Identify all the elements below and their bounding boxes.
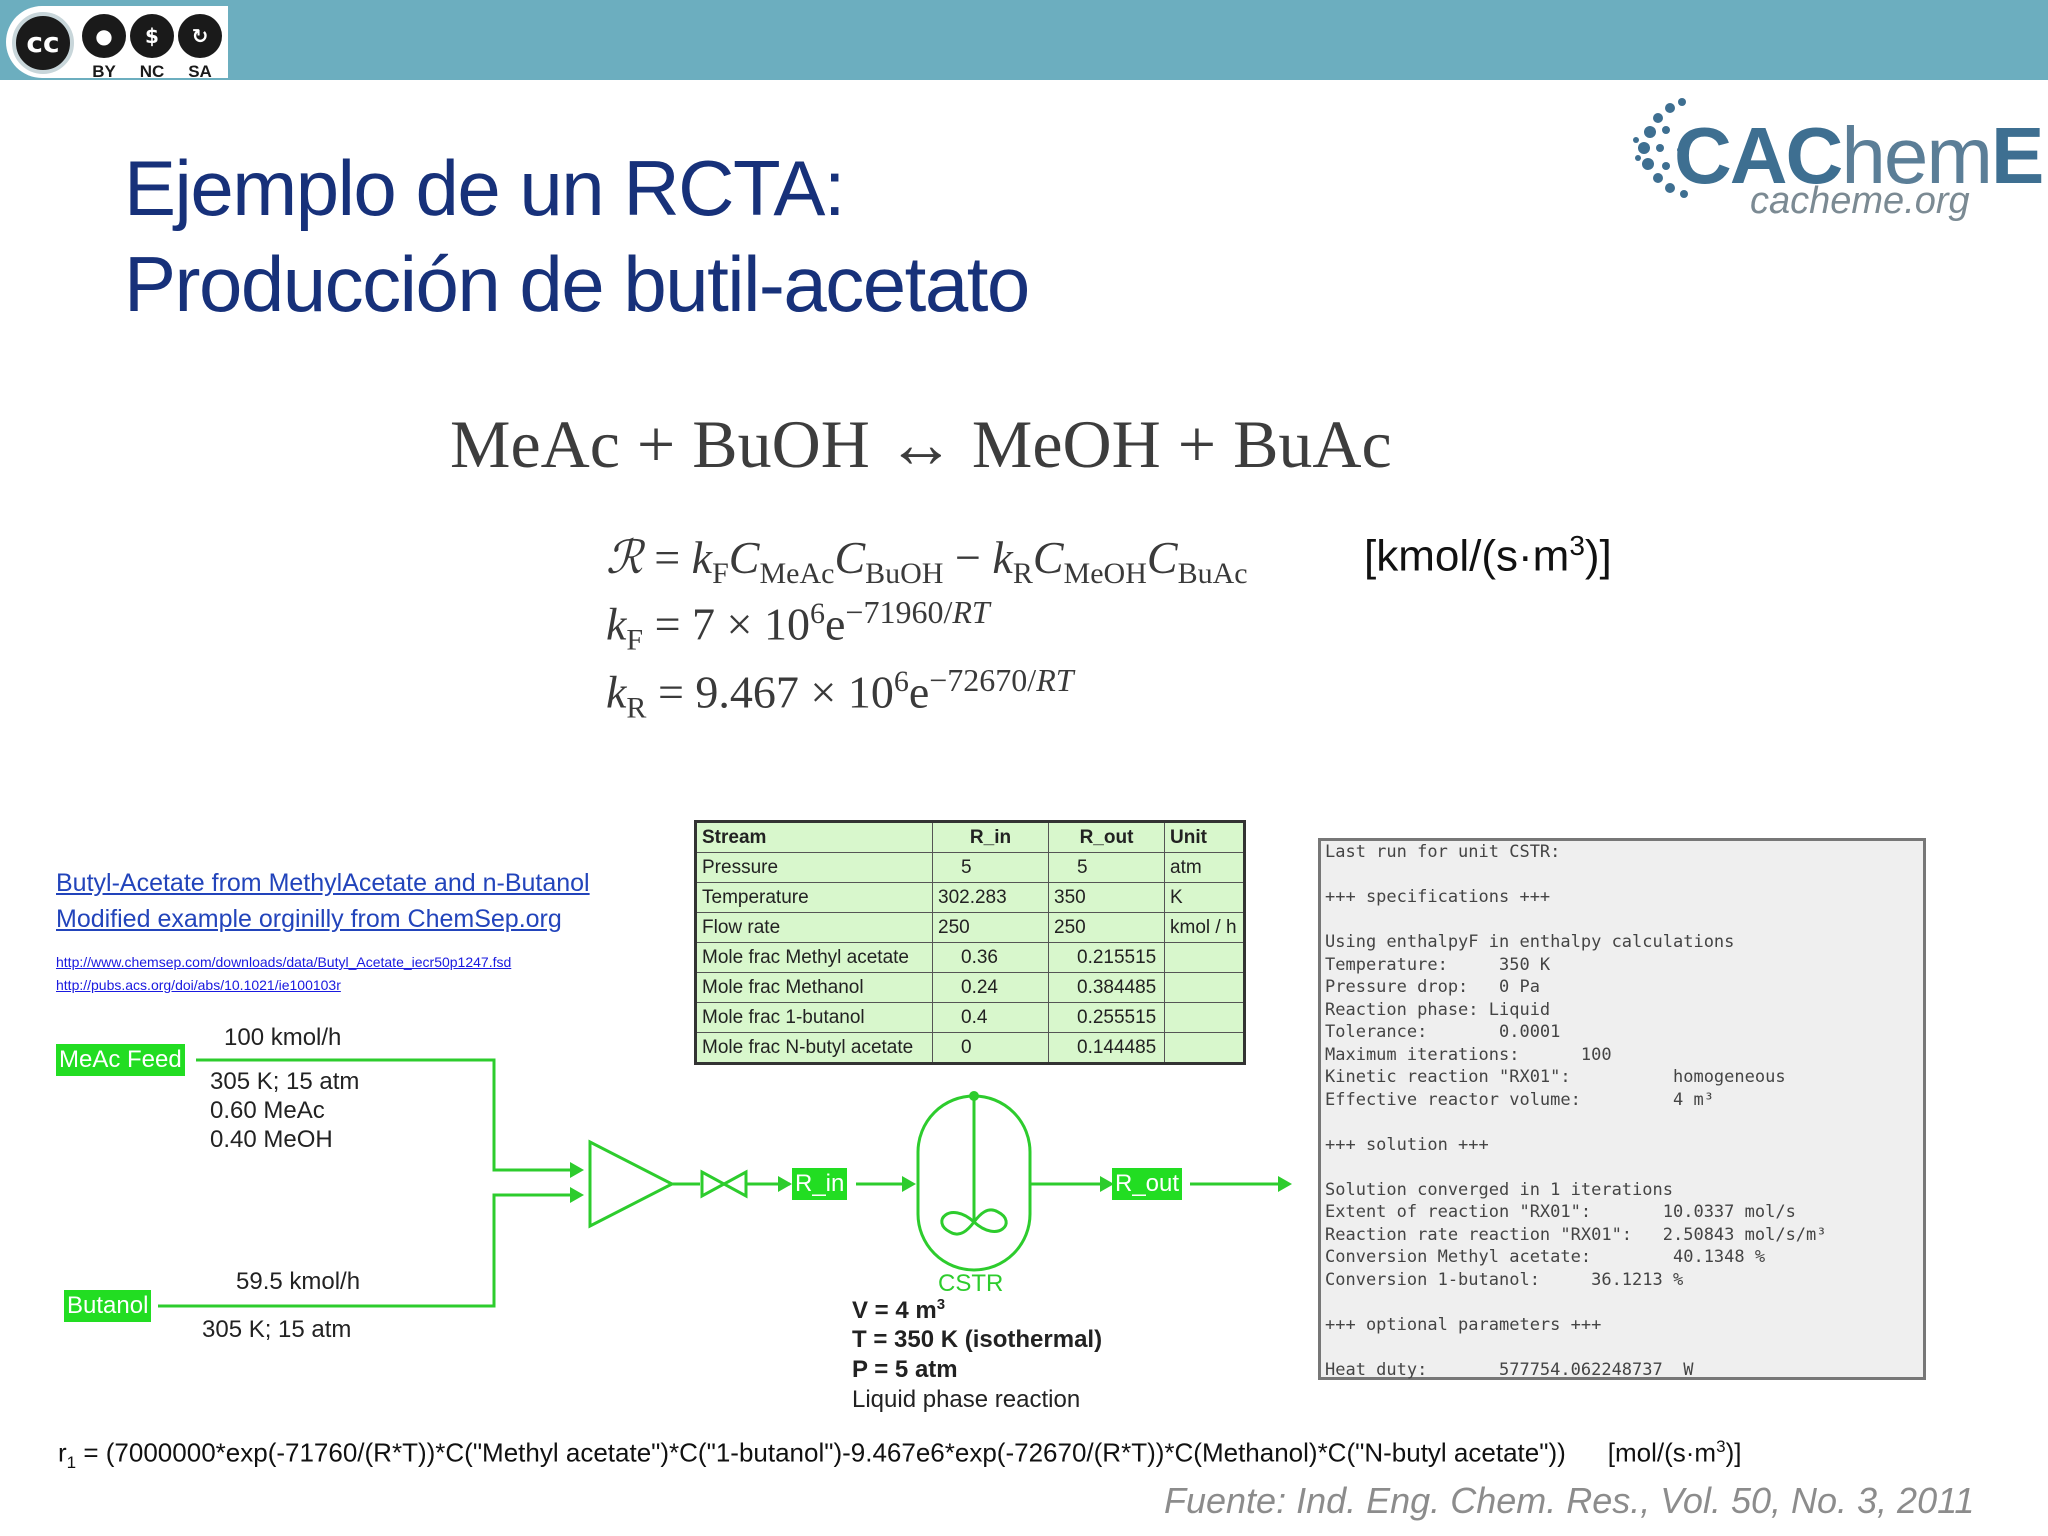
- console-line: +++ optional parameters +++: [1325, 1314, 1602, 1335]
- table-cell: 0.36: [933, 943, 1049, 973]
- console-line: Effective reactor volume: 4 m³: [1325, 1089, 1714, 1110]
- reactor-phase: Liquid phase reaction: [852, 1386, 1081, 1413]
- title-line-1: Ejemplo de un RCTA:: [124, 144, 845, 232]
- console-line: Conversion 1-butanol: 36.1213 %: [1325, 1269, 1684, 1290]
- title-line-2: Producción de butil-acetato: [124, 240, 1029, 328]
- example-origin-link[interactable]: Modified example orginilly from ChemSep.org: [56, 905, 562, 933]
- meac-feed-composition-1: 0.60 MeAc: [210, 1097, 325, 1124]
- rate-expression: $r_1$ = (7000000*exp(-71760/(R*T))*C("Methyl acetate")*C("1-butanol")-9.467e6*exp(-72670/(R*T))*C(Methanol)*C("N-butyl acetate")) $[mol/(s\cdot m^3)]$: [58, 1437, 1742, 1472]
- arrow-icon: [570, 1187, 584, 1203]
- console-line: Maximum iterations: 100: [1325, 1044, 1612, 1065]
- console-line: Conversion Methyl acetate: 40.1348 %: [1325, 1247, 1766, 1267]
- cstr-label[interactable]: CSTR: [938, 1270, 1004, 1297]
- console-line: Heat duty: 577754.062248737 W: [1325, 1359, 1694, 1380]
- meac-feed-label[interactable]: MeAc Feed: [56, 1044, 185, 1076]
- butanol-feed-flow: 59.5 kmol/h: [236, 1268, 361, 1295]
- table-cell: 0.215515: [1049, 943, 1165, 973]
- table-cell: kmol / h: [1165, 913, 1245, 943]
- console-line: Extent of reaction "RX01": 10.0337 mol/s: [1325, 1202, 1796, 1222]
- reaction-reactants: MeAc + BuOH: [450, 406, 870, 482]
- console-line: +++ specifications +++: [1325, 887, 1551, 907]
- sharealike-icon: ↻: [178, 14, 222, 58]
- table-cell: 0.384485: [1049, 973, 1165, 1003]
- acs-url-link[interactable]: http://pubs.acs.org/doi/abs/10.1021/ie100103r: [56, 977, 341, 993]
- reactor-volume: V = 4 $m^3$: [852, 1296, 946, 1324]
- noncommercial-icon: $: [130, 14, 174, 58]
- table-cell: Mole frac Methanol: [696, 973, 933, 1003]
- table-cell: 0.4: [933, 1003, 1049, 1033]
- license-sa-label: SA: [188, 62, 212, 81]
- arrow-icon: [570, 1162, 584, 1178]
- table-cell: 5: [1049, 853, 1165, 883]
- console-line: Pressure drop: 0 Pa: [1325, 977, 1540, 997]
- license-nc-label: NC: [139, 62, 165, 81]
- table-cell: 302.283: [933, 883, 1049, 913]
- butanol-stream-line: [158, 1195, 580, 1306]
- logo-wordmark: CAChemE: [1674, 111, 2043, 200]
- rout-stream-label[interactable]: R_out: [1112, 1168, 1182, 1200]
- agitator-motor-icon: [969, 1091, 979, 1101]
- table-cell: Flow rate: [696, 913, 933, 943]
- console-line: Solution converged in 1 iterations: [1325, 1179, 1673, 1200]
- table-cell: 350: [1049, 883, 1165, 913]
- chemsep-url-link[interactable]: http://www.chemsep.com/downloads/data/Butyl_Acetate_iecr50p1247.fsd: [56, 954, 512, 970]
- arrow-icon: [902, 1176, 916, 1192]
- table-header-cell: Stream: [696, 822, 933, 853]
- rate-units: $[kmol/(s\cdot m^3)]$: [1364, 530, 1612, 581]
- table-cell: K: [1165, 883, 1245, 913]
- reaction-products: MeOH + BuAc: [971, 406, 1392, 482]
- meac-feed-composition-2: 0.40 MeOH: [210, 1126, 333, 1153]
- arrow-icon: [778, 1176, 792, 1192]
- cc-logo-icon: cc: [12, 12, 74, 74]
- table-cell: Mole frac Methyl acetate: [696, 943, 933, 973]
- table-cell: Pressure: [696, 853, 933, 883]
- table-cell: 0.144485: [1049, 1033, 1165, 1064]
- butanol-feed-conditions: 305 K; 15 atm: [202, 1316, 352, 1343]
- table-cell: Mole frac 1-butanol: [696, 1003, 933, 1033]
- reactor-temperature: T = 350 K (isothermal): [852, 1326, 1103, 1353]
- table-cell: 0.255515: [1049, 1003, 1165, 1033]
- reactor-pressure: P = 5 atm: [852, 1356, 958, 1383]
- rate-law-equation: ℛ = $k_FC_{MeAc}C_{BuOH} - k_RC_{MeOH}C_{BuAc}$: [606, 532, 1248, 591]
- attribution-icon: ●: [82, 14, 126, 58]
- console-line: +++ solution +++: [1325, 1134, 1489, 1155]
- valve-left-icon: [702, 1172, 724, 1196]
- example-title-link[interactable]: Butyl-Acetate from MethylAcetate and n-Butanol: [56, 869, 590, 897]
- rin-stream-label[interactable]: R_in: [792, 1168, 847, 1200]
- console-line: Kinetic reaction "RX01": homogeneous: [1325, 1067, 1786, 1087]
- table-header-cell: Unit: [1165, 822, 1245, 853]
- valve-right-icon: [724, 1172, 746, 1196]
- table-header-cell: R_in: [933, 822, 1049, 853]
- console-line: Last run for unit CSTR:: [1325, 842, 1561, 862]
- console-line: Reaction phase: Liquid: [1325, 999, 1551, 1020]
- table-cell: atm: [1165, 853, 1245, 883]
- source-citation: Fuente: Ind. Eng. Chem. Res., Vol. 50, No. 3, 2011: [1164, 1480, 1975, 1521]
- table-cell: Mole frac N-butyl acetate: [696, 1033, 933, 1064]
- equilibrium-arrow-icon: ↔: [886, 406, 955, 482]
- console-line: Tolerance: 0.0001: [1325, 1022, 1561, 1042]
- console-line: Reaction rate reaction "RX01": 2.50843 mol/s/m³: [1325, 1224, 1827, 1245]
- table-cell: 5: [933, 853, 1049, 883]
- mixer-icon: [590, 1142, 672, 1226]
- table-cell: 0.24: [933, 973, 1049, 1003]
- table-header-cell: R_out: [1049, 822, 1165, 853]
- reverse-rate-constant: $k_R = 9.467 \times 10^6e^{-72670/RT}$: [606, 662, 1074, 725]
- table-cell: 0: [933, 1033, 1049, 1064]
- console-line: Temperature: 350 K: [1325, 954, 1551, 975]
- butanol-feed-label[interactable]: Butanol: [64, 1290, 151, 1322]
- table-cell: Temperature: [696, 883, 933, 913]
- logo-url: cacheme.org: [1750, 180, 1970, 222]
- console-line: Using enthalpyF in enthalpy calculations: [1325, 932, 1735, 952]
- arrow-icon: [1278, 1176, 1292, 1192]
- table-cell: 250: [1049, 913, 1165, 943]
- meac-feed-flow: 100 kmol/h: [224, 1024, 342, 1051]
- forward-rate-constant: $k_F = 7 \times 10^6e^{-71960/RT}$: [606, 594, 990, 657]
- meac-feed-conditions: 305 K; 15 atm: [210, 1068, 360, 1095]
- table-cell: 250: [933, 913, 1049, 943]
- license-by-label: BY: [92, 62, 116, 81]
